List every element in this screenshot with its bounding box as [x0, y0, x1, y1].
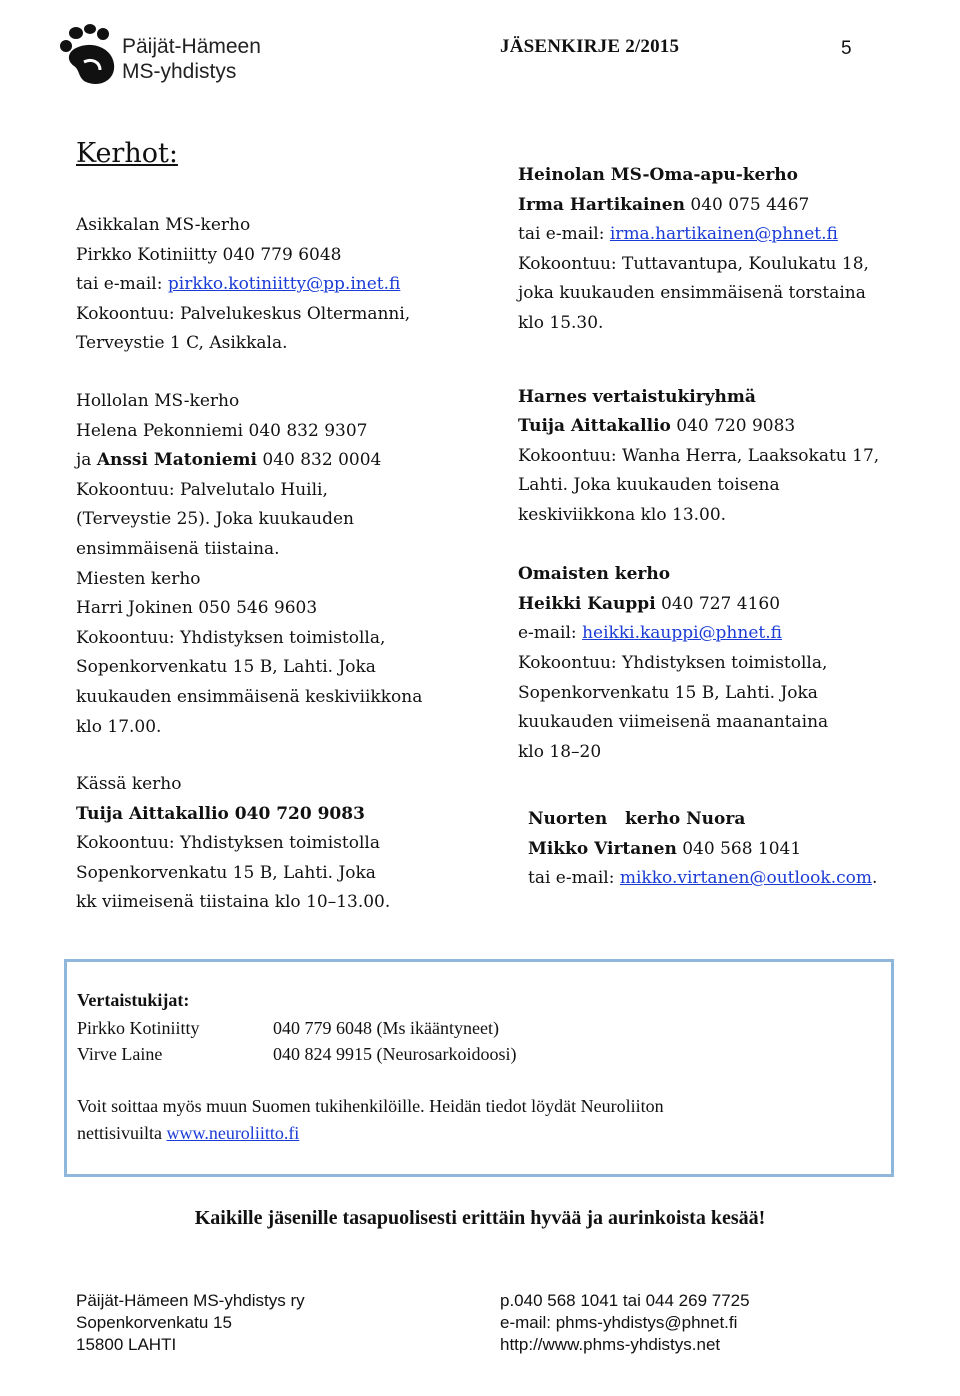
email-link[interactable]: mikko.virtanen@outlook.com [619, 868, 872, 889]
club-meeting: keskiviikkona klo 13.00. [518, 504, 727, 525]
footer-web: http://www.phms-yhdistys.net [500, 1335, 721, 1354]
club-meeting: ensimmäisenä tiistaina. [76, 538, 280, 559]
club-name: Hollolan MS-kerho [76, 390, 240, 411]
club-contact: Helena Pekonniemi 040 832 9307 [76, 420, 368, 441]
logo-text-line1: Päijät-Hämeen [122, 35, 261, 58]
club-email-line: e-mail: heikki.kauppi@phnet.fi [518, 623, 782, 644]
email-link[interactable]: heikki.kauppi@phnet.fi [582, 623, 782, 644]
footer-email: e-mail: phms-yhdistys@phnet.fi [500, 1313, 738, 1332]
club-meeting: Sopenkorvenkatu 15 B, Lahti. Joka [76, 657, 376, 678]
support-person-info: 040 779 6048 (Ms ikääntyneet) [273, 1018, 499, 1038]
club-meeting: Kokoontuu: Yhdistyksen toimistolla [76, 833, 381, 854]
footer-phone: p.040 568 1041 tai 044 269 7725 [500, 1291, 750, 1310]
email-link[interactable]: irma.hartikainen@phnet.fi [609, 224, 838, 245]
footer-address [76, 1290, 305, 1356]
club-contact: Heikki Kauppi 040 727 4160 [518, 593, 781, 614]
club-meeting: (Terveystie 25). Joka kuukauden [76, 509, 355, 530]
club-meeting: Lahti. Joka kuukauden toisena [518, 475, 780, 496]
club-omaisten [518, 560, 923, 767]
club-meeting: Kokoontuu: Palvelukeskus Oltermanni, [76, 303, 411, 324]
club-name: Heinolan MS-Oma-apu-kerho [518, 165, 798, 185]
club-nuorten [528, 805, 933, 894]
footer-postal: 15800 LAHTI [76, 1335, 177, 1354]
club-email-line: tai e-mail: irma.hartikainen@phnet.fi [518, 224, 838, 245]
club-contact: Tuija Aittakallio 040 720 9083 [76, 803, 365, 824]
club-email-line: tai e-mail: mikko.virtanen@outlook.com. [528, 868, 878, 889]
club-meeting: Terveystie 1 C, Asikkala. [76, 333, 288, 354]
club-meeting: kuukauden viimeisenä maanantaina [518, 712, 829, 733]
club-contact: Mikko Virtanen 040 568 1041 [528, 838, 802, 859]
club-name: Asikkalan MS-kerho [76, 215, 251, 235]
logo-text-line2: MS-yhdistys [122, 60, 237, 83]
club-meeting: Kokoontuu: Yhdistyksen toimistolla, [518, 652, 828, 673]
box-heading: Vertaistukijat: [77, 990, 190, 1010]
peer-support-box [64, 959, 894, 1177]
closing-greeting: Kaikille jäsenille tasapuolisesti erittäin hyvää ja aurinkoista kesää! [194, 1207, 766, 1229]
club-meeting: Kokoontuu: Wanha Herra, Laaksokatu 17, [518, 445, 880, 466]
club-meeting: Kokoontuu: Yhdistyksen toimistolla, [76, 627, 386, 648]
left-column [76, 211, 481, 918]
club-hollola [76, 387, 481, 565]
footer-contact [500, 1290, 750, 1356]
club-meeting: Sopenkorvenkatu 15 B, Lahti. Joka [518, 682, 818, 703]
club-name: Miesten kerho [76, 568, 201, 589]
club-contact: Tuija Aittakallio 040 720 9083 [518, 416, 796, 437]
box-note: Voit soittaa myös muun Suomen tukihenkilöille. Heidän tiedot löydät Neuroliiton [77, 1096, 664, 1116]
support-person-info: 040 824 9915 (Neurosarkoidoosi) [273, 1044, 517, 1064]
club-meeting: klo 18–20 [518, 741, 602, 762]
club-harnes [518, 383, 923, 531]
club-meeting: Sopenkorvenkatu 15 B, Lahti. Joka [76, 862, 376, 883]
club-meeting: kuukauden ensimmäisenä keskiviikkona [76, 686, 423, 707]
club-meeting: joka kuukauden ensimmäisenä torstaina [518, 283, 866, 304]
support-person-name: Pirkko Kotiniitty [77, 1018, 200, 1038]
club-name: Nuorten kerho Nuora [528, 809, 746, 829]
club-contact: Harri Jokinen 050 546 9603 [76, 598, 318, 619]
right-column [518, 161, 923, 767]
club-meeting: Kokoontuu: Tuttavantupa, Koulukatu 18, [518, 253, 869, 274]
club-contact: ja Anssi Matoniemi 040 832 0004 [76, 450, 382, 471]
club-name: Omaisten kerho [518, 564, 671, 585]
club-name: Harnes vertaistukiryhmä [518, 386, 756, 407]
club-heinola [518, 161, 923, 339]
club-meeting: klo 15.30. [518, 312, 604, 333]
footer-street: Sopenkorvenkatu 15 [76, 1313, 232, 1332]
email-link[interactable]: pirkko.kotiniitty@pp.inet.fi [167, 274, 401, 295]
club-email-line: tai e-mail: pirkko.kotiniitty@pp.inet.fi [76, 274, 401, 295]
page-number: 5 [841, 38, 852, 59]
club-kassa [76, 770, 481, 918]
club-meeting: klo 17.00. [76, 716, 162, 737]
box-note: nettisivuilta www.neuroliitto.fi [77, 1123, 300, 1143]
neuroliitto-link[interactable]: www.neuroliitto.fi [166, 1123, 300, 1143]
support-person-name: Virve Laine [77, 1044, 163, 1064]
club-name: Kässä kerho [76, 774, 182, 795]
footer-org-name: Päijät-Hämeen MS-yhdistys ry [76, 1291, 305, 1310]
club-meeting: Kokoontuu: Palvelutalo Huili, [76, 479, 328, 500]
club-miesten [76, 565, 481, 743]
club-contact: Pirkko Kotiniitty 040 779 6048 [76, 244, 342, 265]
newsletter-title: JÄSENKIRJE 2/2015 [500, 36, 680, 57]
section-heading: Kerhot: [76, 138, 178, 169]
club-asikkala [76, 211, 481, 359]
club-meeting: kk viimeisenä tiistaina klo 10–13.00. [76, 892, 391, 913]
club-contact: Irma Hartikainen 040 075 4467 [518, 194, 810, 215]
